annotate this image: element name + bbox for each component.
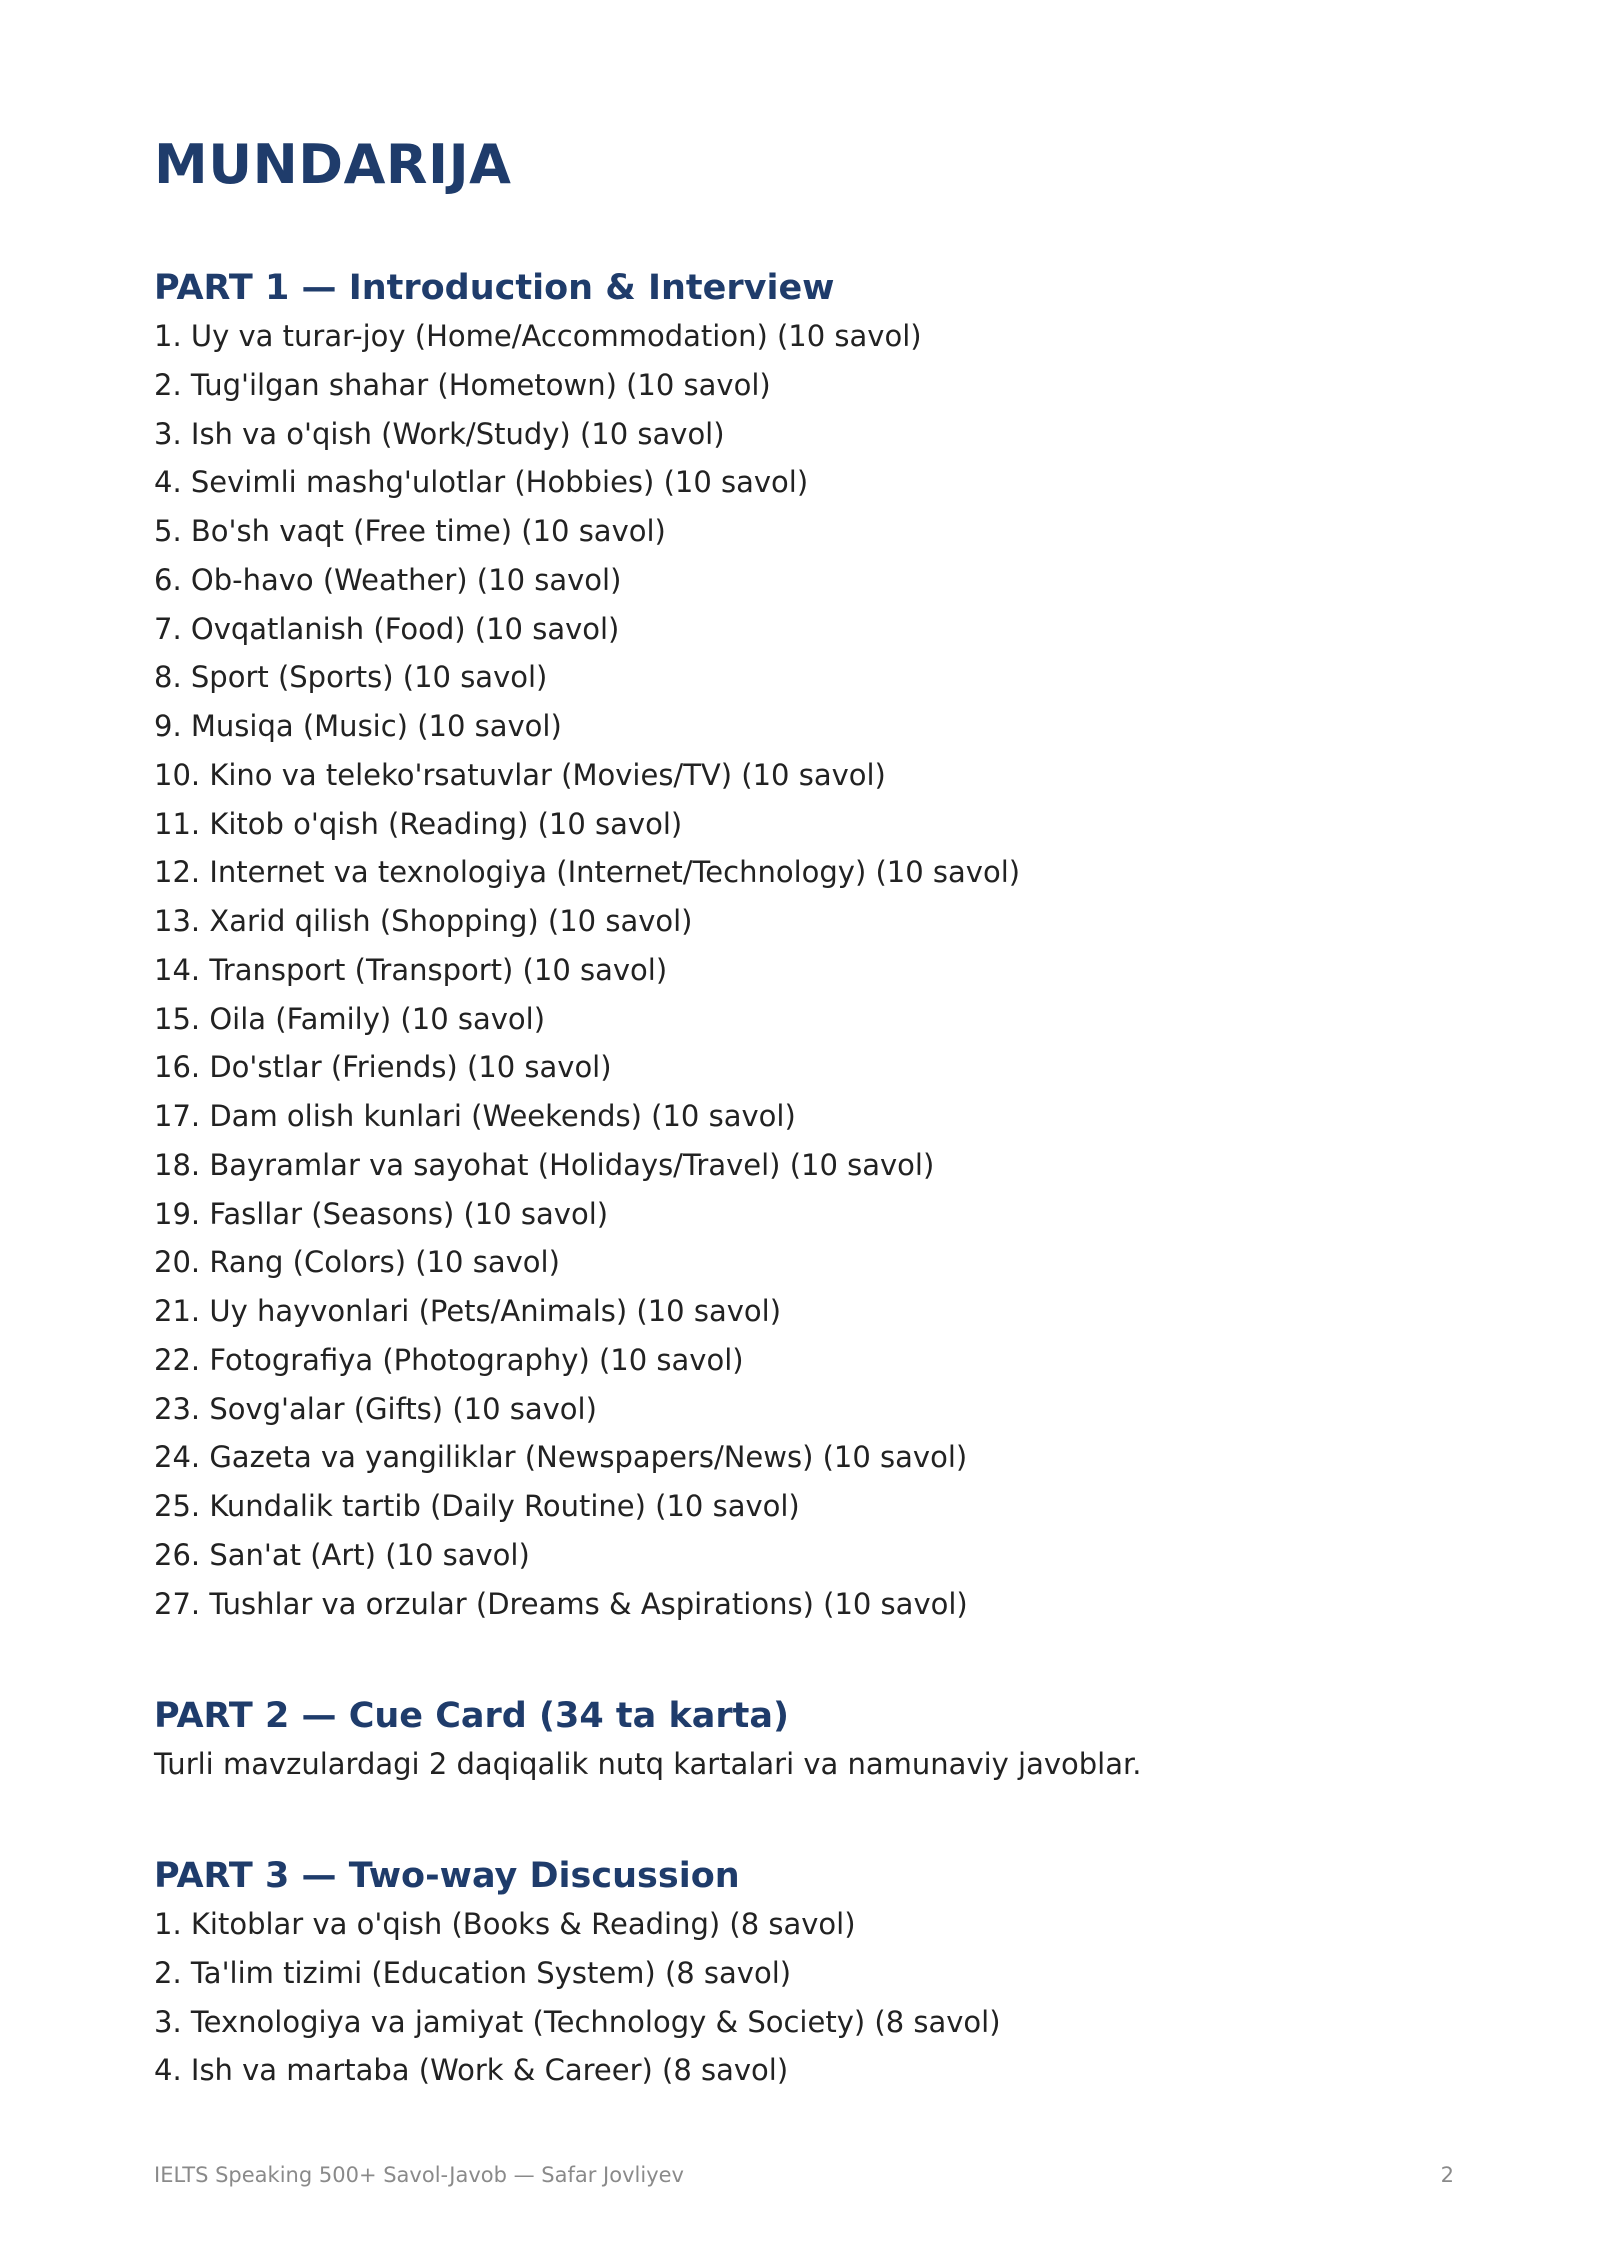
list-item: 18. Bayramlar va sayohat (Holidays/Travel) (10 savol) (154, 1147, 935, 1182)
list-item: 6. Ob-havo (Weather) (10 savol) (154, 562, 622, 597)
list-item: 13. Xarid qilish (Shopping) (10 savol) (154, 904, 693, 938)
part1-heading: PART 1 — Introduction & Interview (154, 268, 835, 308)
list-item: 5. Bo'sh vaqt (Free time) (10 savol) (154, 514, 666, 548)
part2-heading: PART 2 — Cue Card (34 ta karta) (154, 1696, 789, 1736)
list-item: 1. Kitoblar va o'qish (Books & Reading) (8 savol) (154, 1907, 856, 1941)
list-item: 3. Ish va o'qish (Work/Study) (10 savol) (154, 416, 725, 451)
list-item: 4. Ish va martaba (Work & Career) (8 savol) (154, 2053, 789, 2088)
list-item: 1. Uy va turar-joy (Home/Accommodation) (10 savol) (154, 319, 922, 353)
part3-heading: PART 3 — Two-way Discussion (154, 1856, 740, 1896)
list-item: 24. Gazeta va yangiliklar (Newspapers/News) (10 savol) (154, 1440, 968, 1475)
list-item: 10. Kino va teleko'rsatuvlar (Movies/TV) (10 savol) (154, 757, 886, 792)
list-item: 11. Kitob o'qish (Reading) (10 savol) (154, 806, 683, 841)
list-item: 7. Ovqatlanish (Food) (10 savol) (154, 611, 620, 646)
list-item: 20. Rang (Colors) (10 savol) (154, 1245, 560, 1280)
footer-text: IELTS Speaking 500+ Savol-Javob — Safar Jovliyev (154, 2163, 684, 2187)
list-item: 27. Tushlar va orzular (Dreams & Aspirations) (10 savol) (154, 1586, 968, 1621)
list-item: 21. Uy hayvonlari (Pets/Animals) (10 savol) (154, 1294, 782, 1328)
list-item: 14. Transport (Transport) (10 savol) (154, 952, 668, 987)
part1-topic-list (154, 312, 1454, 1628)
list-item: 25. Kundalik tartib (Daily Routine) (10 savol) (154, 1489, 800, 1523)
part3-section (154, 1852, 1454, 2095)
part2-section (154, 1692, 1454, 1788)
list-item: 8. Sport (Sports) (10 savol) (154, 660, 548, 695)
list-item: 22. Fotografiya (Photography) (10 savol) (154, 1342, 744, 1377)
list-item: 16. Do'stlar (Friends) (10 savol) (154, 1050, 612, 1085)
part1-section (154, 264, 1454, 1628)
list-item: 19. Fasllar (Seasons) (10 savol) (154, 1196, 609, 1231)
part2-description: Turli mavzulardagi 2 daqiqalik nutq kartalari va namunaviy javoblar. (154, 1747, 1142, 1781)
list-item: 2. Tug'ilgan shahar (Hometown) (10 savol) (154, 367, 771, 402)
list-item: 12. Internet va texnologiya (Internet/Technology) (10 savol) (154, 855, 1021, 890)
list-item: 3. Texnologiya va jamiyat (Technology & Society) (8 savol) (154, 2004, 1001, 2039)
list-item: 9. Musiqa (Music) (10 savol) (154, 709, 562, 743)
list-item: 23. Sovg'alar (Gifts) (10 savol) (154, 1391, 597, 1426)
list-item: 26. San'at (Art) (10 savol) (154, 1537, 530, 1572)
list-item: 2. Ta'lim tizimi (Education System) (8 savol) (154, 1955, 792, 1990)
page-number: 2 (1440, 2163, 1454, 2187)
document-title: MUNDARIJA (154, 133, 512, 196)
list-item: 15. Oila (Family) (10 savol) (154, 1001, 546, 1036)
list-item: 4. Sevimli mashg'ulotlar (Hobbies) (10 savol) (154, 465, 809, 500)
part3-topic-list (154, 1900, 1454, 2095)
list-item: 17. Dam olish kunlari (Weekends) (10 savol) (154, 1099, 796, 1133)
